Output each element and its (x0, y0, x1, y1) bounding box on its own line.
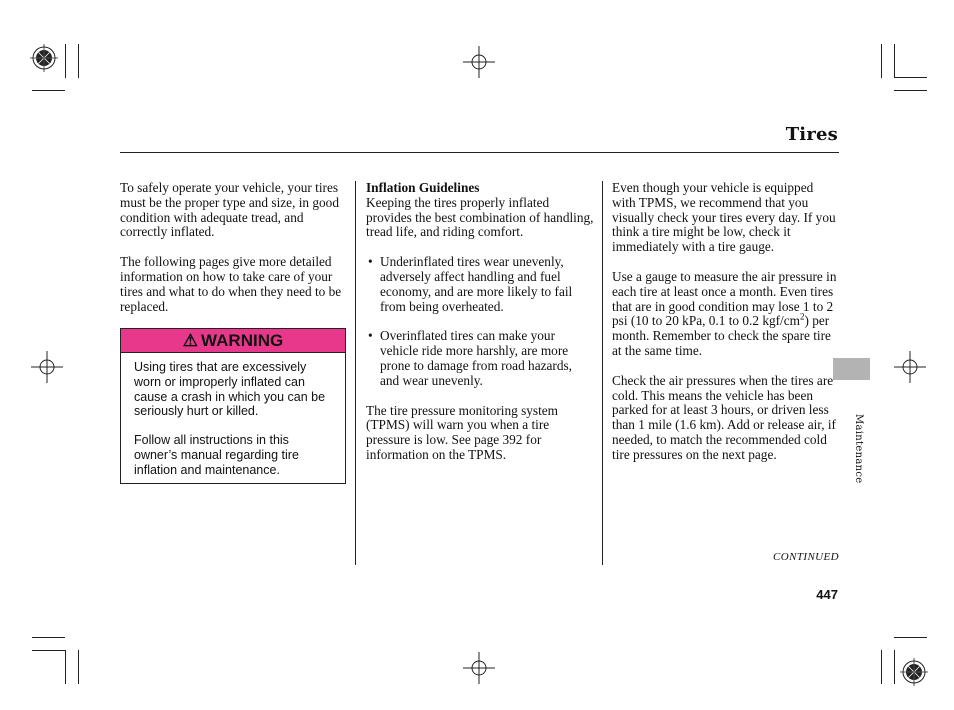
list-item (366, 329, 594, 388)
bullet-icon: • (368, 254, 373, 270)
paragraph-text: Use a gauge to measure the air pressure in each tire at least once a month. Even tires that are in good condition may lose 1 to 2 psi (10 to 20 kPa, 0.1 to 0.2 kgf/cm (612, 268, 837, 329)
registration-target-icon (900, 658, 928, 686)
paragraph: To safely operate your vehicle, your tires must be the proper type and size, in good condition with adequate tread, and correctly inflated. (120, 180, 339, 240)
warning-triangle-icon: ⚠ (182, 330, 199, 350)
page-title: Tires (785, 124, 838, 145)
crosshair-icon (463, 652, 495, 684)
warning-box (120, 328, 346, 484)
column-2 (366, 181, 594, 478)
inflation-section (366, 181, 594, 240)
section-tab-label: Maintenance (853, 414, 864, 484)
paragraph: Check the air pressures when the tires are cold. This means the vehicle has been parked for at least 3 hours, or driven less than 1 mile (1.6 km). Add or release air, if needed, to match the recommended cold tire pressures on the next page. (612, 372, 836, 462)
warning-text: Follow all instructions in this owner’s manual regarding tire inflation and maintenance. (134, 433, 299, 477)
bullet-icon: • (368, 328, 373, 344)
column-3 (612, 181, 840, 478)
paragraph (612, 270, 840, 359)
column-divider (355, 181, 356, 565)
registration-target-icon (30, 44, 58, 72)
paragraph: Even though your vehicle is equipped with TPMS, we recommend that you visually check your tires every day. If you think a tire might be low, check it immediately with a tire gauge. (612, 180, 836, 255)
section-tab (833, 358, 870, 380)
list-item-text: Overinflated tires can make your vehicle ride more harshly, are more prone to damage from road hazards, and wear unevenly. (380, 328, 572, 388)
page-number: 447 (816, 587, 838, 602)
crosshair-icon (463, 46, 495, 78)
continued-label: CONTINUED (773, 551, 839, 563)
warning-header (121, 329, 345, 353)
paragraph: The tire pressure monitoring system (TPMS) will warn you when a tire pressure is low. See page 392 for information on the TPMS. (366, 402, 559, 462)
paragraph-text: ) per month. Remember to check the spare tire at the same time. (612, 313, 831, 358)
list-item (366, 255, 594, 314)
warning-body (121, 353, 345, 478)
list-item-text: Underinflated tires wear unevenly, adversely affect handling and fuel economy, and are more likely to fail from being overheated. (380, 254, 573, 314)
column-1 (120, 181, 348, 329)
paragraph: The following pages give more detailed information on how to take care of your tires and what to do when they need to be replaced. (120, 254, 342, 314)
superscript: 2 (800, 311, 805, 322)
warning-text: Using tires that are excessively worn or improperly inflated can cause a crash in which you can be seriously hurt or killed. (134, 360, 326, 419)
crosshair-icon (894, 351, 926, 383)
header-rule (120, 152, 839, 153)
column-divider (602, 181, 603, 565)
section-heading: Inflation Guidelines (366, 180, 480, 195)
warning-label: WARNING (201, 330, 284, 350)
crosshair-icon (31, 351, 63, 383)
paragraph: Keeping the tires properly inflated provides the best combination of handling, tread life, and riding comfort. (366, 194, 594, 240)
